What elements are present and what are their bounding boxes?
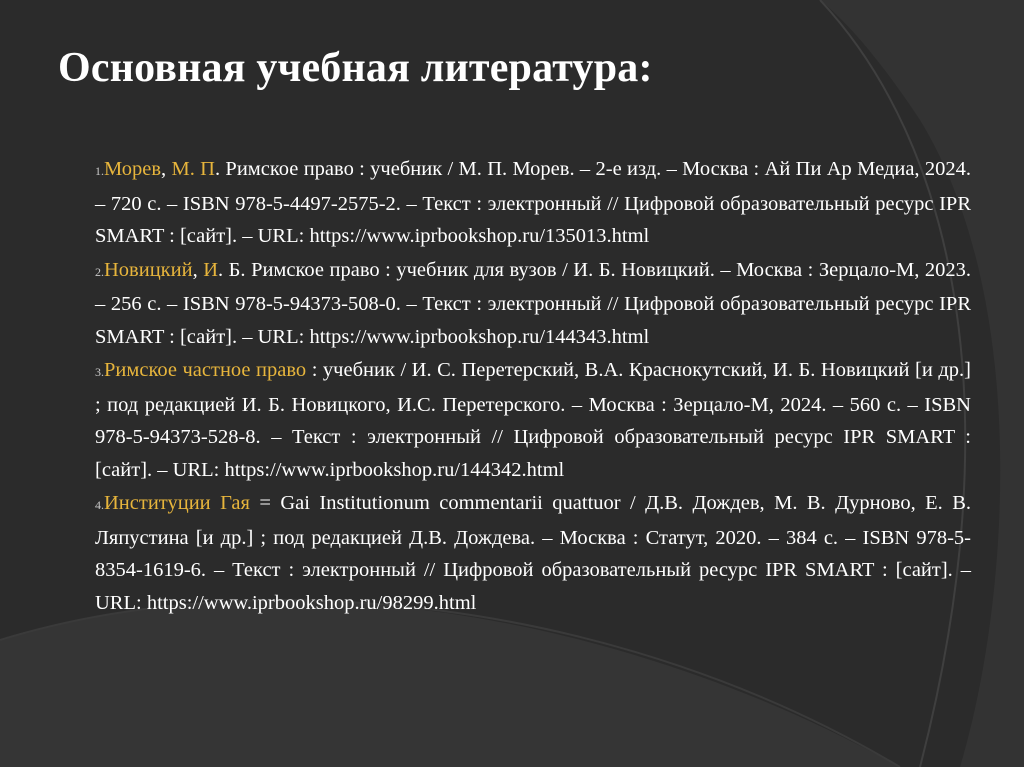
reference-text: . Б. Римское право : учебник для вузов / И. Б. Новицкий. – Москва : Зерцало-М, 2023. – 256 с. – ISBN 978-5-94373-508-0. – Текст : электронный // Цифровой образовательный ресурс IPR SMART : [сайт]. – URL: https://www.iprbookshop.ru/144343.html bbox=[95, 258, 972, 348]
list-item bbox=[95, 254, 971, 354]
list-item bbox=[95, 153, 971, 253]
list-item bbox=[95, 354, 971, 486]
reference-list bbox=[95, 153, 971, 619]
author-family: Морев bbox=[104, 158, 161, 180]
separator: , bbox=[161, 158, 172, 180]
list-item bbox=[95, 487, 971, 619]
author-family: Новицкий bbox=[104, 258, 193, 281]
page-title: Основная учебная литература: bbox=[58, 45, 653, 91]
item-number: 1. bbox=[95, 164, 104, 178]
separator: , bbox=[192, 258, 204, 281]
reference-text: . Римское право : учебник / М. П. Морев. – 2-е изд. – Москва : Ай Пи Ар Медиа, 2024. – 720 с. – ISBN 978-5-4497-2575-2. – Текст : электронный // Цифровой образовательный ресурс IPR SMART : [сайт]. – URL: https://www.iprbookshop.ru/135013.html bbox=[95, 158, 972, 247]
author-initial: И bbox=[203, 258, 219, 281]
author-initial: М. П bbox=[171, 158, 215, 180]
book-title: Римское частное право bbox=[104, 359, 307, 381]
book-title: Институции Гая bbox=[104, 492, 250, 514]
reference-text: = Gai Institutionum commentarii quattuor / Д.В. Дождев, М. В. Дурново, Е. В. Ляпустина [и др.] ; под редакцией Д.В. Дождева. – Москва : Статут, 2020. – 384 с. – ISBN 978-5-8354-1619-6. – Текст : электронный // Цифровой образовательный ресурс IPR SMART : [сайт]. – URL: https://www.iprbookshop.ru/98299.html bbox=[95, 492, 971, 614]
item-number: 2. bbox=[95, 264, 104, 279]
reference-text: : учебник / И. С. Перетерский, В.А. Краснокутский, И. Б. Новицкий [и др.] ; под редакцией И. Б. Новицкого, И.С. Перетерского. – Москва : Зерцало-М, 2024. – 560 с. – ISBN 978-5-94373-528-8. – Текст : электронный // Цифровой образовательный ресурс IPR SMART : [сайт]. – URL: https://www.iprbookshop.ru/144342.html bbox=[95, 359, 971, 481]
item-number: 4. bbox=[95, 498, 104, 512]
item-number: 3. bbox=[95, 365, 104, 379]
